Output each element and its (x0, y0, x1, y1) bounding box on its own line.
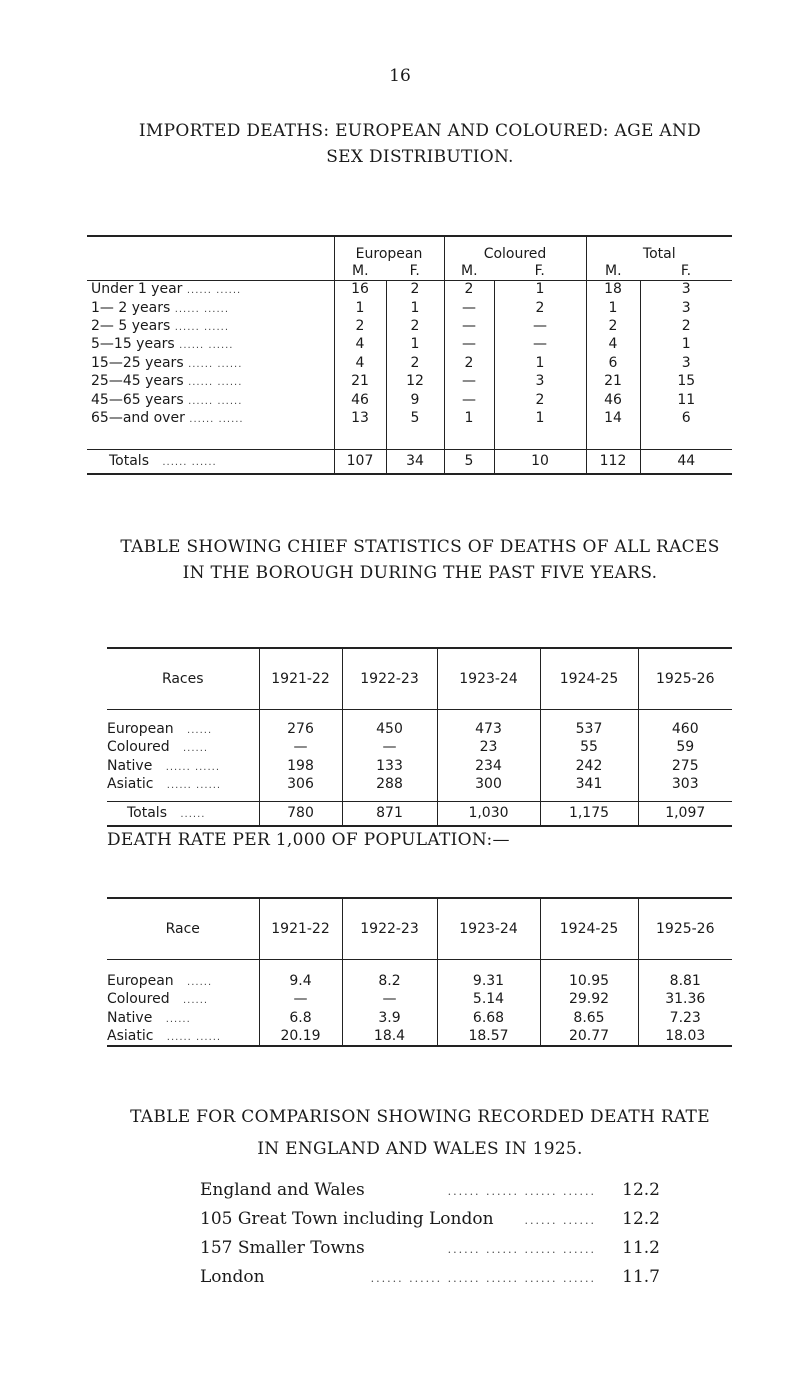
cell: 29.92 (540, 990, 638, 1009)
cell: 3 (640, 354, 732, 372)
leader-dots: ...... ...... (165, 761, 221, 773)
leader-dots: ...... (182, 743, 209, 755)
cell: 3 (494, 372, 586, 390)
table-row (107, 1027, 732, 1046)
cell: 1 (586, 298, 640, 316)
cell: 306 (259, 775, 342, 794)
cell: 18.57 (437, 1027, 540, 1046)
row-label-text: Coloured (107, 739, 170, 756)
header-year: 1922-23 (342, 898, 437, 960)
cell: 1 (494, 354, 586, 372)
total-cell: 871 (342, 802, 437, 826)
group-european: European (334, 236, 444, 262)
cell: 300 (437, 775, 540, 794)
table-row (87, 372, 732, 390)
cell: 18.03 (638, 1027, 732, 1046)
cell: 14 (586, 409, 640, 427)
header-year: 1925-26 (638, 898, 732, 960)
imported-deaths-table (87, 235, 732, 475)
header-row (107, 898, 732, 960)
table-row (107, 775, 732, 794)
comparison-label: London (200, 1267, 265, 1287)
table-row (107, 757, 732, 776)
cell: 2 (334, 317, 386, 335)
cell: 2 (386, 317, 444, 335)
cell: 1 (640, 335, 732, 353)
cell: 1 (386, 298, 444, 316)
cell: 8.2 (342, 972, 437, 991)
cell: 450 (342, 720, 437, 739)
cell: — (494, 317, 586, 335)
cell: 46 (586, 390, 640, 408)
cell: 1 (386, 335, 444, 353)
spacer-row (107, 960, 732, 972)
leader-dots: ...... (165, 1013, 191, 1025)
cell: 21 (586, 372, 640, 390)
cell: 3.9 (342, 1009, 437, 1028)
cell: — (494, 335, 586, 353)
cell: 15 (640, 372, 732, 390)
total-f-header: F. (680, 262, 692, 279)
row-label-text: 15—25 years (91, 354, 184, 371)
cell: 6.8 (259, 1009, 342, 1028)
cell: — (259, 990, 342, 1009)
row-label-text: Under 1 year (91, 281, 183, 298)
section1-title-line2: SEX DISTRIBUTION. (326, 147, 514, 167)
cell: 5.14 (437, 990, 540, 1009)
section2-title (100, 534, 740, 586)
totals-label (87, 450, 334, 474)
cell: 198 (259, 757, 342, 776)
comparison-list (200, 1180, 660, 1296)
leader-dots: ...... ...... (524, 1214, 596, 1227)
cell: 18.4 (342, 1027, 437, 1046)
comparison-value: 12.2 (622, 1209, 660, 1229)
totals-label (107, 802, 259, 826)
leader-dots: ...... ...... (162, 457, 217, 469)
leader-dots: ...... ...... (166, 1031, 222, 1043)
cell: — (444, 335, 494, 353)
leader-dots: ...... (180, 809, 206, 821)
total-cell: 34 (386, 450, 444, 474)
cell: 12 (386, 372, 444, 390)
list-item (200, 1180, 660, 1209)
section4-title-line1: TABLE FOR COMPARISON SHOWING RECORDED DEATH RATE (130, 1107, 710, 1127)
header-races: Races (107, 648, 259, 710)
list-item (200, 1238, 660, 1267)
cell: 46 (334, 390, 386, 408)
cell: 2 (444, 280, 494, 298)
cell: 2 (444, 354, 494, 372)
table-row (87, 409, 732, 427)
cell: 1 (444, 409, 494, 427)
cell: 1 (494, 409, 586, 427)
header-row (107, 648, 732, 710)
row-label (107, 775, 259, 794)
list-item (200, 1209, 660, 1238)
cell: 20.77 (540, 1027, 638, 1046)
table-row (87, 298, 732, 316)
row-label-text: Asiatic (107, 776, 154, 793)
cell: 341 (540, 775, 638, 794)
table-row (87, 390, 732, 408)
spacer-row (87, 427, 732, 450)
leader-dots: ...... ...... (188, 395, 243, 407)
cell: 303 (638, 775, 732, 794)
row-label-text: 25—45 years (91, 373, 184, 390)
table-row (107, 738, 732, 757)
row-label (107, 720, 259, 739)
cell: 3 (640, 298, 732, 316)
comparison-label: 157 Smaller Towns (200, 1238, 365, 1258)
header-year: 1921-22 (259, 648, 342, 710)
section1-title-line1: IMPORTED DEATHS: EUROPEAN AND COLOURED: AGE AND (138, 121, 702, 141)
total-cell: 5 (444, 450, 494, 474)
cell: 234 (437, 757, 540, 776)
header-year: 1922-23 (342, 648, 437, 710)
cell: 276 (259, 720, 342, 739)
leader-dots: ...... ...... (186, 285, 242, 297)
cell: 6 (640, 409, 732, 427)
cell: 59 (638, 738, 732, 757)
leader-dots: ...... ...... (189, 413, 244, 425)
total-cell: 1,030 (437, 802, 540, 826)
cell: 8.81 (638, 972, 732, 991)
comparison-value: 11.7 (622, 1267, 660, 1287)
header-year: 1923-24 (437, 648, 540, 710)
cell: 2 (386, 354, 444, 372)
table-row (87, 317, 732, 335)
table-row (87, 354, 732, 372)
cell: 4 (334, 354, 386, 372)
total-cell: 112 (586, 450, 640, 474)
totals-label-text: Totals (127, 805, 167, 822)
header-year: 1921-22 (259, 898, 342, 960)
list-item (200, 1267, 660, 1296)
cell: 55 (540, 738, 638, 757)
row-label (107, 1009, 259, 1028)
leader-dots: ...... ...... (166, 780, 222, 792)
group-coloured: Coloured (444, 236, 586, 262)
section4-title-line2: IN ENGLAND AND WALES IN 1925. (257, 1139, 583, 1159)
table-row (87, 335, 732, 353)
totals-row (87, 450, 732, 474)
cell: 242 (540, 757, 638, 776)
cell: 20.19 (259, 1027, 342, 1046)
cell: 133 (342, 757, 437, 776)
cell: — (444, 390, 494, 408)
total-cell: 44 (640, 450, 732, 474)
leader-dots: ...... ...... (174, 321, 230, 333)
row-label (107, 972, 259, 991)
leader-dots: ...... (187, 724, 213, 736)
coloured-m-header: M. (444, 262, 494, 280)
section3-title: DEATH RATE PER 1,000 OF POPULATION:— (107, 830, 510, 850)
cell: 5 (386, 409, 444, 427)
row-label-text: European (107, 720, 174, 737)
leader-dots: ...... ...... ...... ...... (447, 1185, 596, 1198)
cell: — (259, 738, 342, 757)
table-row (87, 280, 732, 298)
cell: 275 (638, 757, 732, 776)
total-cell: 1,175 (540, 802, 638, 826)
cell: 4 (334, 335, 386, 353)
row-label (87, 372, 334, 390)
header-year: 1924-25 (540, 648, 638, 710)
total-cell: 107 (334, 450, 386, 474)
row-label-text: 45—65 years (91, 391, 184, 408)
row-label (87, 317, 334, 335)
section2-title-line2: IN THE BOROUGH DURING THE PAST FIVE YEARS. (182, 563, 658, 583)
row-label-text: Asiatic (107, 1027, 154, 1044)
cell: 6.68 (437, 1009, 540, 1028)
row-label-text: Native (107, 1009, 153, 1026)
row-label-text: 2— 5 years (91, 317, 171, 334)
cell: 460 (638, 720, 732, 739)
row-label (107, 757, 259, 776)
cell: 4 (586, 335, 640, 353)
cell: 288 (342, 775, 437, 794)
row-label (87, 409, 334, 427)
row-label (87, 390, 334, 408)
page-number: 16 (389, 66, 411, 86)
cell: — (444, 317, 494, 335)
row-label (107, 738, 259, 757)
row-label (107, 990, 259, 1009)
cell: 1 (334, 298, 386, 316)
cell: 13 (334, 409, 386, 427)
row-label-text: Coloured (107, 991, 170, 1008)
row-label (87, 335, 334, 353)
row-label-text: Native (107, 757, 153, 774)
cell: 31.36 (638, 990, 732, 1009)
totals-row (107, 802, 732, 826)
header-year: 1925-26 (638, 648, 732, 710)
leader-dots: ...... ...... ...... ...... ...... ...... (370, 1272, 596, 1285)
row-label-text: European (107, 972, 174, 989)
table-row (107, 720, 732, 739)
cell: — (444, 372, 494, 390)
cell: 9.4 (259, 972, 342, 991)
cell: 2 (494, 390, 586, 408)
leader-dots: ...... (187, 976, 213, 988)
cell: 6 (586, 354, 640, 372)
cell: 3 (640, 280, 732, 298)
cell: 9.31 (437, 972, 540, 991)
row-label-text: 65—and over (91, 409, 185, 426)
leader-dots: ...... (182, 995, 209, 1007)
comparison-label: England and Wales (200, 1180, 365, 1200)
table-row (107, 990, 732, 1009)
row-label (87, 298, 334, 316)
totals-label-text: Totals (109, 453, 149, 470)
row-label-text: 5—15 years (91, 336, 175, 353)
cell: 18 (586, 280, 640, 298)
table-row (107, 972, 732, 991)
cell: 23 (437, 738, 540, 757)
cell: 2 (494, 298, 586, 316)
group-header-row (87, 236, 732, 262)
leader-dots: ...... ...... (174, 303, 230, 315)
row-label-text: 1— 2 years (91, 299, 171, 316)
spacer-row (107, 710, 732, 720)
cell: — (342, 738, 437, 757)
leader-dots: ...... ...... (188, 358, 243, 370)
group-total: Total (586, 236, 732, 262)
row-label (107, 1027, 259, 1046)
leader-dots: ...... ...... (179, 340, 234, 352)
header-race: Race (107, 898, 259, 960)
cell: 2 (386, 280, 444, 298)
total-cell: 780 (259, 802, 342, 826)
total-m-header: M. (586, 262, 640, 280)
leader-dots: ...... ...... (188, 377, 243, 389)
spacer-row (107, 794, 732, 802)
comparison-value: 11.2 (622, 1238, 660, 1258)
header-year: 1924-25 (540, 898, 638, 960)
coloured-f-header: F. (534, 262, 545, 279)
comparison-label: 105 Great Town including London (200, 1209, 494, 1229)
section1-title (100, 118, 740, 170)
european-m-header: M. (334, 262, 386, 280)
row-label (87, 280, 334, 298)
header-year: 1923-24 (437, 898, 540, 960)
cell: — (444, 298, 494, 316)
cell: 7.23 (638, 1009, 732, 1028)
death-rate-table (107, 897, 732, 1047)
cell: 8.65 (540, 1009, 638, 1028)
section4-title (100, 1104, 740, 1162)
total-cell: 1,097 (638, 802, 732, 826)
cell: 473 (437, 720, 540, 739)
comparison-value: 12.2 (622, 1180, 660, 1200)
leader-dots: ...... ...... ...... ...... (447, 1243, 596, 1256)
cell: 16 (334, 280, 386, 298)
corner-cell (87, 236, 334, 280)
cell: 11 (640, 390, 732, 408)
cell: 10.95 (540, 972, 638, 991)
cell: 2 (640, 317, 732, 335)
section2-title-line1: TABLE SHOWING CHIEF STATISTICS OF DEATHS OF ALL RACES (120, 537, 720, 557)
cell: 2 (586, 317, 640, 335)
row-label (87, 354, 334, 372)
cell: — (342, 990, 437, 1009)
table-row (107, 1009, 732, 1028)
total-cell: 10 (494, 450, 586, 474)
cell: 537 (540, 720, 638, 739)
cell: 21 (334, 372, 386, 390)
cell: 9 (386, 390, 444, 408)
chief-statistics-table (107, 647, 732, 827)
european-f-header: F. (409, 262, 420, 279)
cell: 1 (494, 280, 586, 298)
